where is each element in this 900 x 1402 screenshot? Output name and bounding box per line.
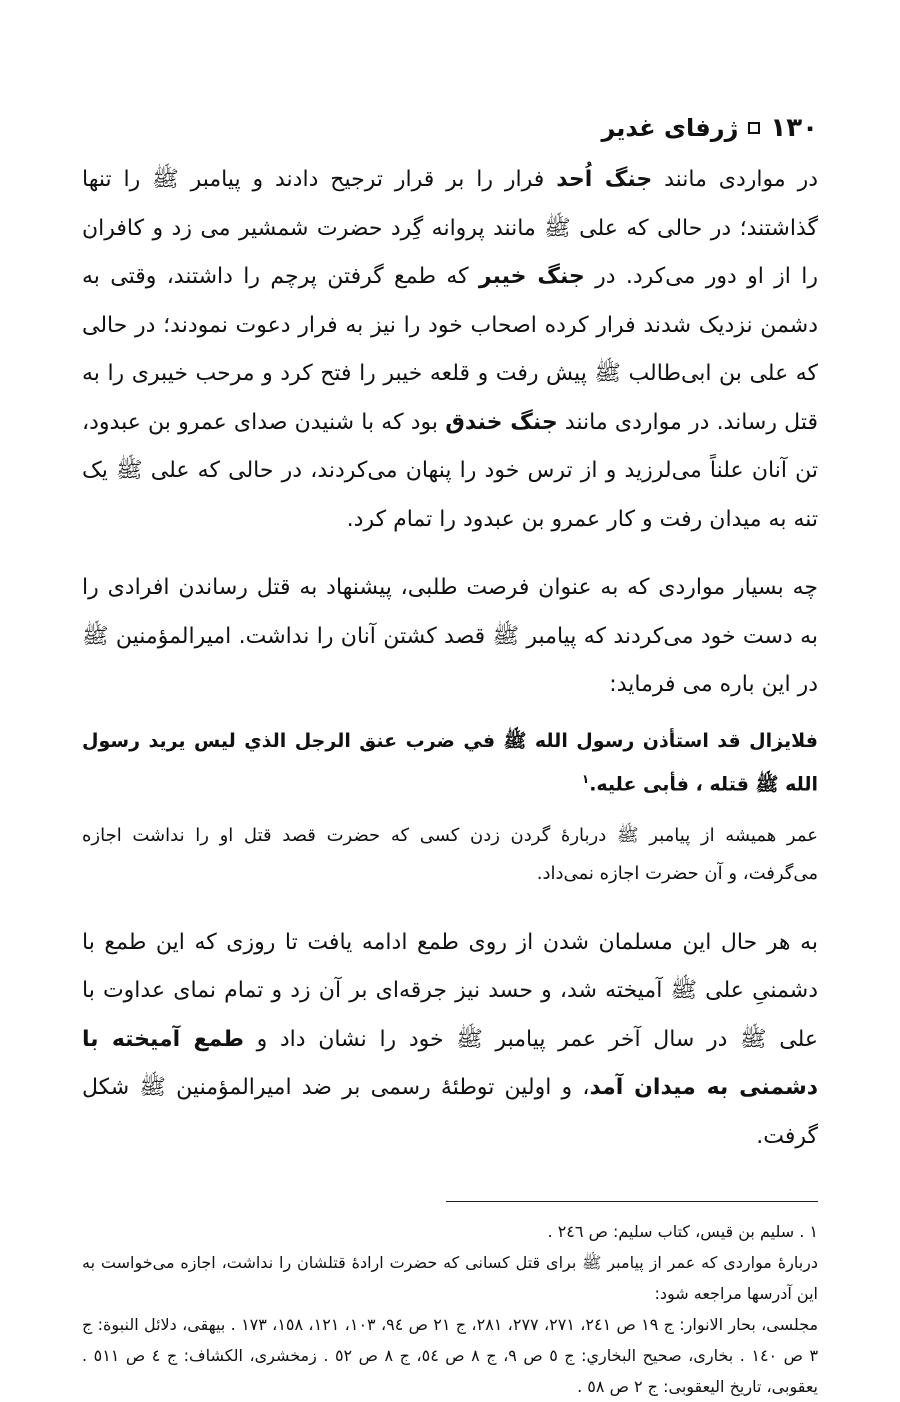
footnote-note: دربارهٔ مواردی که عمر از پیامبر ﷺ برای قتل کسانی که حضرت ارادهٔ قتلشان را نداشت، اجازه می‌خواست به این آدرسها مراجعه شود: xyxy=(82,1253,818,1304)
document-page xyxy=(82,110,818,1402)
footnote-reference[interactable]: ١ xyxy=(581,771,590,786)
footnote-references: مجلسی، بحار الانوار: ج ١٩ ص ٢٤١، ٢٧١، ٢٧٧، ٢٨١، ج ٢١ ص ٩٤، ١٠٣، ١٢١، ١٥٨، ١٧٣ . بیهقی، دلائل النبوة: ج ٣ ص ١٤٠ . بخاری، صحیح البخاري: ج ٥ ص ٩، ج ٨ ص ٥٤، ج ٨ ص ٥٢ . زمخشری، الکشاف: ج ٤ ص ٥١١ . یعقوبی، تاریخ الیعقوبی: ج ٢ ص ٥٨ . xyxy=(82,1315,819,1397)
running-header xyxy=(82,110,818,146)
body-paragraph-2: چه بسیار مواردی که به عنوان فرصت طلبی، پیشنهاد به قتل رساندن افرادی را به دست خود می‌کردند که پیامبر ﷺ قصد کشتن آنان را نداشت. امیرالمؤمنین ﷺ در این باره می فرماید: xyxy=(82,575,818,697)
square-separator-icon xyxy=(748,122,760,134)
bold-term-uhud: جنگ اُحد xyxy=(556,167,653,192)
text-run: در مواردی مانند xyxy=(652,167,818,192)
book-title: ژرفای غدیر xyxy=(601,114,739,142)
footnote-1: ۱ . سلیم بن قیس، کتاب سلیم: ص ٢٤٦ . xyxy=(547,1222,818,1242)
footnote-divider xyxy=(446,1201,818,1202)
text-run: که طمع گرفتن پرچم را داشتند، وقتی به دشمن نزدیک شدند فرار کرده اصحاب خود را نیز به فرار دعوت نمودند؛ در حالی که علی بن ابی‌طالب ﷺ پیش رفت و قلعه خیبر را فتح کرد و مرحب خیبری را به قتل رساند. در مواردی مانند xyxy=(82,264,819,435)
bold-term-khaybar: جنگ خیبر xyxy=(478,264,585,289)
text-run: فرار را بر قرار ترجیح دادند و پیامبر ﷺ را تنها گذاشتند؛ در حالی که علی ﷺ مانند پروانه گِرد حضرت شمشیر می زد و کافران را از او دور می‌کرد. در xyxy=(82,167,818,289)
arabic-quotation-text: فلایزال قد استأذن رسول الله ﷺ في ضرب عنق الرجل الذي ليس يريد رسول الله ﷺ قتله ، فأبى عليه. xyxy=(82,729,818,795)
footnotes xyxy=(82,1216,818,1402)
bold-phrase: طمع آمیخته با دشمنی به میدان آمد xyxy=(82,1026,818,1101)
text-run: به هر حال این مسلمان شدن از روی طمع ادامه یافت تا روزی که این طمع با دشمنیِ علی ﷺ آمیخته شد، و حسد نیز جرقه‌ای بر آن زد و تمام نمای عداوت با علی ﷺ در سال آخر عمر پیامبر ﷺ خود را نشان داد و xyxy=(82,929,818,1052)
body-paragraph-1 xyxy=(82,156,818,544)
persian-translation: عمر همیشه از پیامبر ﷺ دربارهٔ گردن زدن کسی که حضرت قصد قتل او را نداشت اجازه می‌گرفت، و آن حضرت اجازه نمی‌داد. xyxy=(82,824,818,884)
text-run: بود که با شنیدن صدای عمرو بن عبدود، تن آنان علناً می‌لرزید و از ترس خود را پنهان می‌کردند، در حالی که علی ﷺ یک تنه به میدان رفت و کار عمرو بن عبدود را تمام کرد. xyxy=(82,409,818,532)
text-run: ، و اولین توطئهٔ رسمی بر ضد امیرالمؤمنین ﷺ شکل گرفت. xyxy=(82,1075,818,1149)
bold-term-khandaq: جنگ خندق xyxy=(445,409,558,435)
page-number: ١٣٠ xyxy=(770,113,818,143)
body-paragraph-3 xyxy=(82,919,818,1162)
arabic-quotation xyxy=(82,722,818,803)
